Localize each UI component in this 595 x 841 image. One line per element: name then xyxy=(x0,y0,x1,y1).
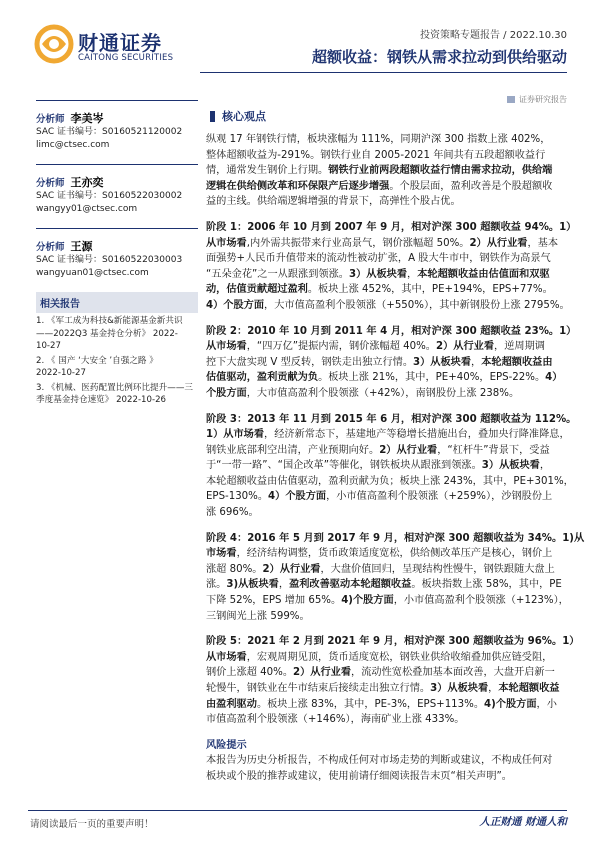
intro-paragraph xyxy=(206,132,568,210)
text-run: ，逆周期调 xyxy=(494,341,545,353)
related-reports-title: 相关报告 xyxy=(36,292,198,313)
related-report-link[interactable] xyxy=(36,382,198,407)
bold-text: 阶段 3：2013 年 11 月到 2015 年 6 月，相对沪深 300 超额收益为 112%。 xyxy=(206,413,577,425)
text-run: EPS-130%。 xyxy=(206,491,269,503)
text-run: “五朵金花”之一从跟涨到领涨。 xyxy=(206,268,349,280)
analyst-email[interactable]: limc@ctsec.com xyxy=(36,140,110,150)
related-report-line: 10-27 xyxy=(36,341,61,351)
text-run: 。板块上涨 83%，其中，PE-3%，EPS+113%。 xyxy=(256,698,485,710)
text-run: 本报告为历史分析报告，不构成任何对市场走势的判断或建议，不构成任何对 xyxy=(206,755,553,767)
text-line xyxy=(206,650,568,666)
text-line xyxy=(206,355,568,371)
section-title: 核心观点 xyxy=(222,110,266,123)
text-line xyxy=(206,298,568,314)
text-run: 。板块上涨 452%，其中，PE+194%，EPS+77%。 xyxy=(307,284,553,296)
text-line xyxy=(206,562,568,578)
text-run: 涨。 xyxy=(206,579,227,591)
text-run: 益的主线。供给端逻辑增强的背景下，高弹性个股占优。 xyxy=(206,196,461,208)
bold-text: 本轮超额收益 xyxy=(498,683,560,694)
bold-text: 2）从行业看 xyxy=(436,341,495,353)
text-run: 整体超额收益为-291%。钢铁行业自 2005-2021 年间共有五段超额收益行 xyxy=(206,149,546,161)
text-run: 市值高盈利个股领涨（+146%），海南矿业上涨 433%。 xyxy=(206,714,465,726)
header-divider xyxy=(200,72,567,73)
text-line xyxy=(206,220,577,236)
company-logo xyxy=(34,24,174,64)
risk-paragraph xyxy=(206,753,568,784)
bold-text: 2）从行业看 xyxy=(262,563,321,575)
text-line xyxy=(206,665,568,681)
text-line xyxy=(206,148,568,164)
text-line xyxy=(206,370,568,386)
text-run: ，经济新常态下，基建地产等稳增长措施出台，叠加央行降准降息， xyxy=(264,429,570,441)
text-run: 控下大盘实现 V 型反转，钢铁走出独立行情。 xyxy=(206,356,414,368)
text-run: 板块或个股的推荐或建议，使用前请仔细阅读报告末页“相关声明”。 xyxy=(206,770,512,782)
bold-text: 从市场看 xyxy=(206,237,247,249)
analyst-name: 王源 xyxy=(70,240,93,253)
text-run: ，经济结构调整，货币政策适度宽松，供给侧改革压产是核心，钢价上 xyxy=(236,548,553,560)
text-run: 下降 52%，EPS 增加 65%。 xyxy=(206,595,342,607)
brand-name-en: CAITONG SECURITIES xyxy=(78,53,174,63)
bold-text: 估值驱动，盈利贡献为负 xyxy=(206,372,319,384)
text-line xyxy=(206,634,580,650)
analyst-header xyxy=(36,171,198,190)
footer-divider xyxy=(28,810,567,811)
bold-text: 从市场看 xyxy=(206,341,247,353)
text-line xyxy=(206,412,577,428)
bold-text: 本轮超额收益由估值面和双驱 xyxy=(417,268,550,280)
analyst-name: 李美岑 xyxy=(70,112,104,125)
bold-text: 钢铁行业前两段超额收益行情由需求拉动，供给端 xyxy=(328,165,553,177)
text-run: 本轮超额收益由估值驱动，盈利贡献为负；板块上涨 243%，其中，PE+301%， xyxy=(206,475,574,487)
square-icon xyxy=(507,96,515,103)
related-report-line: 1. 《军工成为科技&新能源基金新共识 xyxy=(36,316,183,326)
bold-text: 4） xyxy=(545,372,563,384)
text-line xyxy=(206,427,568,443)
text-run: ， xyxy=(407,268,418,280)
text-line xyxy=(206,593,568,609)
text-run: ，“四万亿”提振内需，钢价涨幅超 40%。 xyxy=(246,341,436,353)
related-report-line: ——2022Q3 基金持仓分析》 2022- xyxy=(36,328,178,339)
bold-text: 市场看 xyxy=(206,548,237,560)
text-line xyxy=(206,681,568,697)
text-run: 钢价上涨超 40%。 xyxy=(206,667,294,679)
bold-text: 4)个股方面 xyxy=(341,595,394,607)
bold-text: 动，估值贡献超过盈利 xyxy=(206,284,308,296)
footer-disclaimer[interactable]: 请阅读最后一页的重要声明！ xyxy=(30,819,154,830)
text-run: ， xyxy=(471,356,482,368)
text-run: 情，通常发生钢价上行期。 xyxy=(206,165,329,177)
text-run: ，小市值高盈利个股领涨（+259%），沙钢股份上 xyxy=(326,491,553,503)
bold-text: 3）从板块看 xyxy=(481,460,540,472)
bold-text: 3）从板块看 xyxy=(430,683,489,694)
related-reports xyxy=(36,292,198,407)
text-line xyxy=(206,458,568,474)
text-line xyxy=(206,531,585,547)
text-run: 。板块上涨 21%，其中，PE+40%，EPS-22%。 xyxy=(318,372,546,384)
text-line xyxy=(206,163,568,179)
bold-text: 2）从行业看 xyxy=(379,444,438,456)
related-report-line: 2. 《 国产 ‘大安全 ’自强之路 》 xyxy=(36,355,158,366)
related-report-link[interactable] xyxy=(36,355,198,380)
bold-text: 从市场看 xyxy=(206,651,247,663)
analyst-role: 分析师 xyxy=(36,114,65,125)
text-run: 。个股层面，盈利改善是个股超额收 xyxy=(389,180,553,192)
sidebar xyxy=(36,100,198,407)
analyst-header xyxy=(36,235,198,254)
heading-bar-icon xyxy=(210,111,215,122)
report-date: 2022.10.30 xyxy=(509,30,567,41)
report-meta xyxy=(420,26,567,41)
analyst-email[interactable]: wangyy01@ctsec.com xyxy=(36,204,138,214)
text-line xyxy=(206,489,568,505)
text-line xyxy=(206,609,568,625)
text-line xyxy=(206,769,568,785)
bold-text: 4）个股方面 xyxy=(206,299,265,311)
text-line xyxy=(206,712,568,728)
bold-text: 1）从市场看 xyxy=(206,429,265,441)
analyst-role: 分析师 xyxy=(36,242,65,253)
bold-text: 盈利改善驱动本轮超额收益 xyxy=(289,579,412,591)
research-tag xyxy=(507,94,567,105)
bold-text: 阶段 1：2006 年 10 月到 2007 年 9 月，相对沪深 300 超额收益 94%。1） xyxy=(206,221,577,233)
text-line xyxy=(206,546,568,562)
meta-separator: / xyxy=(503,30,510,41)
text-run: ，大盘价值回归，呈现结构性慢牛，钢铁跟随大盘上 xyxy=(320,563,555,575)
text-line xyxy=(206,236,568,252)
text-run: 涨超 80%。 xyxy=(206,563,263,575)
report-type: 投资策略专题报告 xyxy=(419,30,500,41)
bold-text: 3)从板块看 xyxy=(226,579,279,591)
analyst-email[interactable]: wangyuan01@ctsec.com xyxy=(36,268,149,278)
text-run: ， xyxy=(488,683,499,694)
analyst-card xyxy=(36,100,198,156)
text-run: 面强势+人民币升值带来的流动性被动扩张，A 股大牛市中，钢铁作为高景气 xyxy=(206,253,551,265)
related-report-link[interactable] xyxy=(36,315,198,353)
text-run: ，流动性宽松叠加基本面改善，大盘开启新一 xyxy=(351,667,555,679)
analyst-cert: SAC 证书编号：S0160521120002 xyxy=(36,127,183,137)
analyst-role: 分析师 xyxy=(36,178,65,189)
text-line xyxy=(206,324,577,340)
brand-slogan: 人正财通 财通人和 xyxy=(479,816,567,828)
brand-name-cn: 财通证券 xyxy=(78,31,162,55)
caitong-logo-icon xyxy=(34,24,74,64)
related-report-line: 季度基金持仓速览》 2022-10-26 xyxy=(36,395,167,405)
text-run: ，小市值高盈利个股领涨（+123%）， xyxy=(393,595,569,607)
text-run: 钢铁业底部利空出清，产业预期向好。 xyxy=(206,444,380,456)
text-line xyxy=(206,267,568,283)
text-line xyxy=(206,251,568,267)
text-line xyxy=(206,577,568,593)
text-line xyxy=(206,339,568,355)
bold-text: 3）从板块看 xyxy=(413,356,472,368)
bold-text: 逻辑在供给侧改革和环保限产后逐步增强 xyxy=(206,180,390,192)
text-run: 三钢闽光上涨 599%。 xyxy=(206,610,310,622)
analyst-card xyxy=(36,228,198,284)
document-title: 超额收益：钢铁从需求拉动到供给驱动 xyxy=(311,48,567,66)
related-report-line: 3. 《机械、医药配置比例环比提升——三 xyxy=(36,382,194,393)
bold-text: 2）从行业看 xyxy=(293,667,352,679)
text-run: 纵观 17 年钢铁行情，板块涨幅为 111%，同期沪深 300 指数上涨 402%， xyxy=(206,134,551,145)
stage-2-paragraph xyxy=(206,324,577,402)
analyst-header xyxy=(36,107,198,126)
text-run: ， xyxy=(539,460,551,472)
analyst-card xyxy=(36,164,198,220)
research-tag-label: 证券研究报告 xyxy=(519,95,567,104)
text-run: ，宏观周期见顶，货币适度宽松，钢铁业供给收缩叠加供应链受阻， xyxy=(246,651,553,663)
text-line xyxy=(206,474,574,490)
text-line xyxy=(206,443,568,459)
text-run: ，大市值高盈利个股领涨（+42%），南钢股份上涨 238%。 xyxy=(246,387,520,399)
bold-text: 本轮超额收益由 xyxy=(481,356,553,368)
section-heading xyxy=(206,108,568,126)
text-line xyxy=(206,753,568,769)
text-line xyxy=(206,282,568,298)
text-line xyxy=(206,132,568,148)
stage-5-paragraph xyxy=(206,634,580,728)
text-run: 于“一带一路”、“国企改革”等催化，钢铁板块从跟涨到领涨。 xyxy=(206,460,482,472)
text-run: 。板块指数上涨 58%，其中，PE xyxy=(411,579,562,591)
stage-3-paragraph xyxy=(206,412,577,521)
risk-title: 风险提示 xyxy=(206,739,247,751)
text-line xyxy=(206,179,568,195)
text-run: ，大市值高盈利个股领涨（+550%），其中新钢股份上涨 2795%。 xyxy=(264,299,570,311)
text-run: ， xyxy=(278,579,290,591)
text-run: ，“杠杆牛”背景下，受益 xyxy=(437,444,550,456)
text-run: ，基本 xyxy=(527,237,559,249)
stage-1-paragraph xyxy=(206,220,577,314)
text-run: 涨 696%。 xyxy=(206,507,259,519)
text-run: ,内外需共振带来行业高景气，钢价涨幅超 50%。 xyxy=(246,237,470,249)
bold-text: 由盈利驱动 xyxy=(206,698,257,710)
bold-text: 个股方面 xyxy=(206,387,247,399)
bold-text: 阶段 5：2021 年 2 月到 2021 年 9 月，相对沪深 300 超额收益为 96%。1） xyxy=(206,636,580,648)
text-line xyxy=(206,194,568,210)
analyst-cert: SAC 证书编号：S0160522030002 xyxy=(36,191,183,201)
bold-text: 4)个股方面 xyxy=(484,698,537,710)
bold-text: 3）从板块看 xyxy=(349,268,408,280)
bold-text: 阶段 2：2010 年 10 月到 2011 年 4 月，相对沪深 300 超额收益 23%。1） xyxy=(206,325,577,337)
text-run: 轮慢牛，钢铁业在牛市结束后接续走出独立行情。 xyxy=(206,683,431,694)
main-content xyxy=(206,108,585,795)
analyst-name: 王亦奕 xyxy=(70,176,104,189)
text-line xyxy=(206,386,568,402)
related-report-line: 2022-10-27 xyxy=(36,368,86,378)
analyst-cert: SAC 证书编号：S0160522030003 xyxy=(36,255,183,265)
stage-4-paragraph xyxy=(206,531,585,625)
bold-text: 4）个股方面 xyxy=(268,491,327,503)
text-run: ，小 xyxy=(536,698,557,710)
text-line xyxy=(206,505,568,521)
bold-text: 2）从行业看 xyxy=(469,237,528,249)
bold-text: 阶段 4：2016 年 5 月到 2017 年 9 月，相对沪深 300 超额收益为 34%。1)从 xyxy=(206,532,585,544)
text-line xyxy=(206,697,568,713)
